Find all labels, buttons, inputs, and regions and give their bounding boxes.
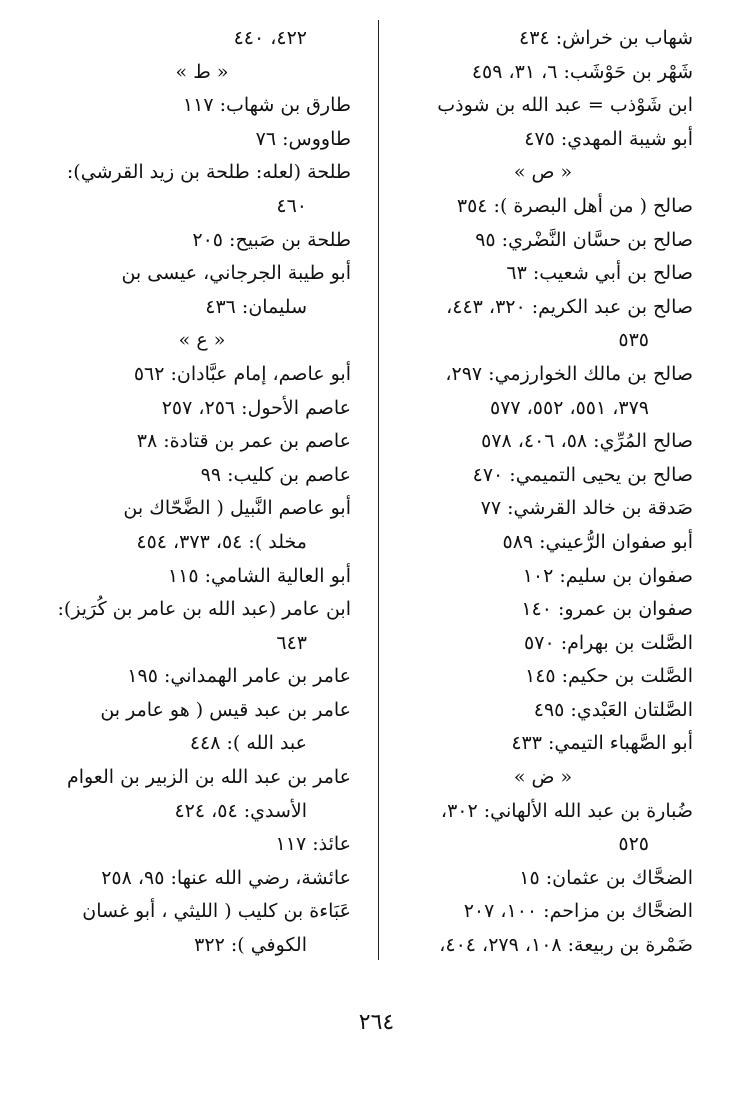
index-entry: عاصم بن عمر بن قتادة: ٣٨ (136, 430, 351, 453)
letter-heading: « ص » (513, 161, 573, 184)
index-entry-continuation: عبد الله ): ٤٤٨ (189, 732, 307, 755)
index-entry: صفوان بن عمرو: ١٤٠ (521, 598, 693, 621)
index-entry: عامر بن عبد الله بن الزبير بن العوام (66, 766, 351, 789)
index-entry: طاووس: ٧٦ (255, 127, 351, 150)
index-entry: ابن شَوْذب = عبد الله بن شوذب (437, 94, 693, 117)
index-entry: الضحَّاك بن عثمان: ١٥ (519, 866, 693, 889)
index-entry: عاصم بن كليب: ٩٩ (200, 463, 351, 486)
index-entry: صالح ( من أهل البصرة ): ٣٥٤ (456, 194, 693, 217)
index-entry-continuation: سليمان: ٤٣٦ (205, 295, 307, 318)
index-entry: الضحَّاك بن مزاحم: ١٠٠، ٢٠٧ (463, 900, 693, 923)
index-entry-continuation: ٤٦٠ (276, 194, 307, 217)
index-entry: عامر بن عامر الهمداني: ١٩٥ (127, 665, 351, 688)
index-entry: صالح بن مالك الخوارزمي: ٢٩٧، (445, 362, 693, 385)
index-entry: صالح المُرِّي: ٥٨، ٤٠٦، ٥٧٨ (481, 430, 693, 453)
index-entry: الصَّلت بن بهرام: ٥٧٠ (524, 631, 693, 654)
index-entry: طارق بن شهاب: ١١٧ (182, 94, 351, 117)
index-entry-continuation: ٣٧٩، ٥٥١، ٥٥٢، ٥٧٧ (489, 396, 649, 419)
column-divider (378, 20, 379, 960)
index-entry-continuation: مخلد ): ٥٤، ٣٧٣، ٤٥٤ (136, 530, 307, 553)
index-entry: طلحة (لعله: طلحة بن زيد القرشي): (66, 161, 351, 184)
index-entry: ابن عامر (عبد الله بن عامر بن كُرَيز): (57, 598, 351, 621)
index-entry: صالح بن أبي شعيب: ٦٣ (506, 262, 693, 285)
index-entry-continuation: ٦٤٣ (276, 631, 307, 654)
index-entry: ضُبارة بن عبد الله الألهاني: ٣٠٢، (440, 799, 693, 822)
index-entry: شَهْر بن حَوْشَب: ٦، ٣١، ٤٥٩ (471, 60, 693, 83)
index-entry: صالح بن يحيى التميمي: ٤٧٠ (472, 463, 693, 486)
index-entry: ضَمْرة بن ربيعة: ١٠٨، ٢٧٩، ٤٠٤، (439, 934, 693, 957)
index-entry: صفوان بن سليم: ١٠٢ (522, 564, 693, 587)
index-entry-continuation: الكوفي ): ٣٢٢ (194, 934, 307, 957)
index-entry: صالح بن حسَّان النَّضْري: ٩٥ (475, 228, 693, 251)
index-entry: أبو طيبة الجرجاني، عيسى بن (121, 262, 351, 285)
letter-heading: « ض » (513, 766, 573, 789)
page-number: ٢٦٤ (358, 1010, 395, 1035)
letter-heading: « ط » (175, 60, 229, 83)
index-entry: عَبَاءة بن كليب ( الليثي ، أبو غسان (82, 900, 351, 923)
index-entry: أبو عاصم النَّبيل ( الضَّحّاك بن (123, 497, 351, 520)
index-entry-continuation: ٥٣٥ (618, 329, 649, 352)
index-entry: أبو صفوان الرُّعيني: ٥٨٩ (502, 530, 693, 553)
index-entry: عامر بن عبد قيس ( هو عامر بن (100, 698, 351, 721)
index-entry-continuation: ٤٢٢، ٤٤٠ (233, 27, 307, 49)
index-entry: صالح بن عبد الكريم: ٣٢٠، ٤٤٣، (446, 295, 693, 318)
index-entry: أبو الصَّهباء التيمي: ٤٣٣ (511, 732, 693, 755)
index-entry: أبو شيبة المهدي: ٤٧٥ (524, 127, 693, 150)
index-entry: أبو عاصم، إمام عبَّادان: ٥٦٢ (133, 362, 351, 385)
letter-heading: « ع » (178, 329, 226, 352)
index-entry: عائذ: ١١٧ (275, 833, 351, 856)
index-entry-continuation: الأسدي: ٥٤، ٤٢٤ (174, 799, 307, 822)
index-entry: عاصم الأحول: ٢٥٦، ٢٥٧ (161, 396, 351, 419)
index-entry: طلحة بن صَبيح: ٢٠٥ (192, 228, 351, 251)
index-entry-continuation: ٥٢٥ (618, 833, 649, 856)
left-column (53, 22, 351, 963)
index-entry: صَدقة بن خالد القرشي: ٧٧ (480, 497, 693, 520)
index-entry: شهاب بن خراش: ٤٣٤ (519, 27, 693, 49)
right-column (393, 22, 693, 963)
index-entry: عائشة، رضي الله عنها: ٩٥، ٢٥٨ (101, 866, 351, 889)
index-entry: الصَّلتان العَبْدي: ٤٩٥ (533, 698, 693, 721)
index-entry: أبو العالية الشامي: ١١٥ (167, 564, 351, 587)
index-entry: الصَّلت بن حكيم: ١٤٥ (524, 665, 693, 688)
